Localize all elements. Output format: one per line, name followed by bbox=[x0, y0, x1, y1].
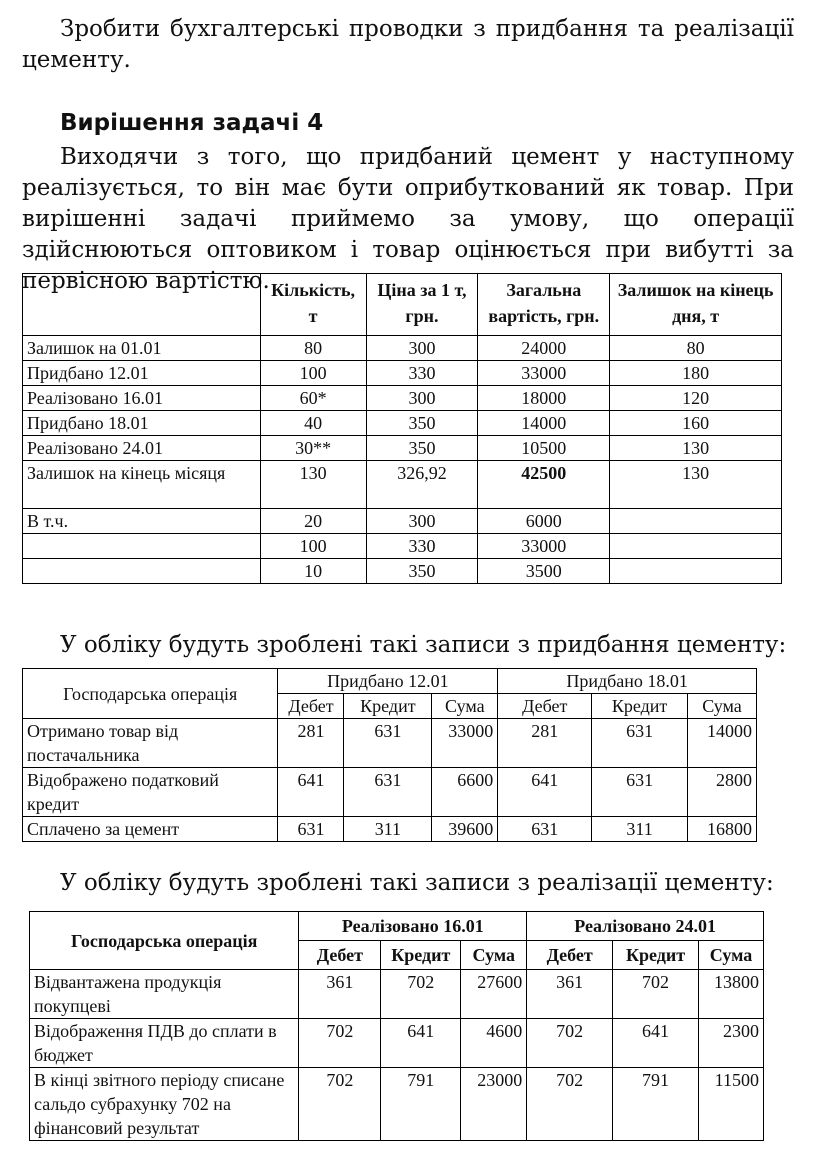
table-cell: 702 bbox=[299, 1019, 381, 1068]
table-cell bbox=[23, 534, 261, 559]
table-cell: 330 bbox=[366, 534, 478, 559]
table-cell: 300 bbox=[366, 386, 478, 411]
column-header: Сума bbox=[461, 941, 527, 970]
table-cell: 130 bbox=[610, 461, 782, 509]
table-header-row bbox=[23, 274, 782, 336]
table-cell: 631 bbox=[278, 817, 344, 842]
table-cell: Придбано 12.01 bbox=[23, 361, 261, 386]
table-cell: 6600 bbox=[432, 768, 498, 817]
column-header: Господарська операція bbox=[30, 912, 299, 970]
table-row bbox=[23, 719, 757, 768]
table-cell: 631 bbox=[344, 719, 432, 768]
table-cell: Сплачено за цемент bbox=[23, 817, 278, 842]
table-cell: 60* bbox=[260, 386, 366, 411]
solution-heading: Вирішення задачі 4 bbox=[60, 110, 324, 136]
column-header bbox=[23, 274, 261, 336]
table-cell: В т.ч. bbox=[23, 509, 261, 534]
table-cell bbox=[610, 559, 782, 584]
table-cell: 10 bbox=[260, 559, 366, 584]
table-row bbox=[23, 411, 782, 436]
column-header: Дебет bbox=[278, 694, 344, 719]
column-header: Сума bbox=[432, 694, 498, 719]
table-row bbox=[23, 336, 782, 361]
column-header: Кількість, т bbox=[260, 274, 366, 336]
table-row bbox=[30, 970, 764, 1019]
sales-entries-table bbox=[29, 911, 764, 1141]
table-cell bbox=[610, 509, 782, 534]
table-cell: 641 bbox=[498, 768, 592, 817]
table-cell: 30** bbox=[260, 436, 366, 461]
table-cell: 130 bbox=[610, 436, 782, 461]
table-cell: 40 bbox=[260, 411, 366, 436]
column-header: Сума bbox=[688, 694, 757, 719]
table-cell: 631 bbox=[498, 817, 592, 842]
table-cell: 702 bbox=[299, 1068, 381, 1141]
column-header: Дебет bbox=[527, 941, 613, 970]
table-row bbox=[23, 509, 782, 534]
table-cell: 330 bbox=[366, 361, 478, 386]
table-cell: Отримано товар від постачальника bbox=[23, 719, 278, 768]
column-header: Кредит bbox=[613, 941, 699, 970]
solution-paragraph: Виходячи з того, що придбаний цемент у наступному реалізується, то він має бути оприбуткований як товар. При вирішенні задачі приймемо за умову, що операції здійснюються оптовиком і товар оцінюється при вибутті за первісною вартістю. bbox=[22, 144, 794, 294]
table-cell: 350 bbox=[366, 436, 478, 461]
table-cell: 311 bbox=[344, 817, 432, 842]
table-cell: 702 bbox=[527, 1068, 613, 1141]
column-header: Загальна вартість, грн. bbox=[478, 274, 610, 336]
table-cell: 18000 bbox=[478, 386, 610, 411]
table-cell: 361 bbox=[527, 970, 613, 1019]
table-cell: 33000 bbox=[478, 534, 610, 559]
table-cell: 631 bbox=[592, 719, 688, 768]
purchase-entries-table bbox=[22, 668, 757, 842]
column-header: Ціна за 1 т, грн. bbox=[366, 274, 478, 336]
table-cell: 10500 bbox=[478, 436, 610, 461]
table-cell: 33000 bbox=[478, 361, 610, 386]
table-cell: 13800 bbox=[699, 970, 764, 1019]
table-row bbox=[23, 436, 782, 461]
table-cell: 80 bbox=[610, 336, 782, 361]
table-cell: Реалізовано 24.01 bbox=[23, 436, 261, 461]
table-cell: Залишок на 01.01 bbox=[23, 336, 261, 361]
table-row bbox=[30, 1068, 764, 1141]
table-cell: 791 bbox=[381, 1068, 461, 1141]
table-row bbox=[23, 461, 782, 509]
table-cell: 326,92 bbox=[366, 461, 478, 509]
table-cell: Відображення ПДВ до сплати в бюджет bbox=[30, 1019, 299, 1068]
table-cell: 300 bbox=[366, 336, 478, 361]
table-cell: Відвантажена продукція покупцеві bbox=[30, 970, 299, 1019]
table-cell: 641 bbox=[613, 1019, 699, 1068]
table-cell: 281 bbox=[278, 719, 344, 768]
table-row bbox=[23, 386, 782, 411]
table-cell: 311 bbox=[592, 817, 688, 842]
table-cell: 350 bbox=[366, 559, 478, 584]
column-header: Дебет bbox=[498, 694, 592, 719]
table-row bbox=[23, 534, 782, 559]
column-group-header: Реалізовано 16.01 bbox=[299, 912, 527, 941]
table-cell: 641 bbox=[278, 768, 344, 817]
table-row bbox=[23, 817, 757, 842]
table-cell: 100 bbox=[260, 361, 366, 386]
table-cell: 23000 bbox=[461, 1068, 527, 1141]
table-cell: 14000 bbox=[688, 719, 757, 768]
table-cell: 6000 bbox=[478, 509, 610, 534]
table-cell: 281 bbox=[498, 719, 592, 768]
table-cell: 3500 bbox=[478, 559, 610, 584]
column-header: Кредит bbox=[592, 694, 688, 719]
table-cell: 33000 bbox=[432, 719, 498, 768]
column-header: Дебет bbox=[299, 941, 381, 970]
column-header: Залишок на кінець дня, т bbox=[610, 274, 782, 336]
column-group-header: Реалізовано 24.01 bbox=[527, 912, 764, 941]
table-cell: 24000 bbox=[478, 336, 610, 361]
table-header-row bbox=[23, 669, 757, 694]
table-cell: 2800 bbox=[688, 768, 757, 817]
table-cell: 11500 bbox=[699, 1068, 764, 1141]
table-cell: 702 bbox=[613, 970, 699, 1019]
table-cell: Придбано 18.01 bbox=[23, 411, 261, 436]
cement-balance-table bbox=[22, 273, 782, 584]
table-cell: В кінці звітного періоду списане сальдо субрахунку 702 на фінансовий результат bbox=[30, 1068, 299, 1141]
table-row bbox=[23, 559, 782, 584]
table-cell: Залишок на кінець місяця bbox=[23, 461, 261, 509]
column-group-header: Придбано 12.01 bbox=[278, 669, 498, 694]
column-group-header: Придбано 18.01 bbox=[498, 669, 757, 694]
column-header: Господарська операція bbox=[23, 669, 278, 719]
table-cell: 631 bbox=[592, 768, 688, 817]
table-cell: 631 bbox=[344, 768, 432, 817]
table-cell: 39600 bbox=[432, 817, 498, 842]
table-cell: 350 bbox=[366, 411, 478, 436]
table-cell: 2300 bbox=[699, 1019, 764, 1068]
table-row bbox=[30, 1019, 764, 1068]
table-cell: 791 bbox=[613, 1068, 699, 1141]
table-cell: 100 bbox=[260, 534, 366, 559]
sales-caption: У обліку будуть зроблені такі записи з реалізації цементу: bbox=[60, 870, 774, 896]
table-cell: 300 bbox=[366, 509, 478, 534]
purchase-caption: У обліку будуть зроблені такі записи з придбання цементу: bbox=[60, 632, 787, 658]
table-cell: 4600 bbox=[461, 1019, 527, 1068]
table-cell: 130 bbox=[260, 461, 366, 509]
table-cell: 361 bbox=[299, 970, 381, 1019]
table-cell: 42500 bbox=[478, 461, 610, 509]
table-cell: Відображено податковий кредит bbox=[23, 768, 278, 817]
column-header: Кредит bbox=[344, 694, 432, 719]
table-cell: 27600 bbox=[461, 970, 527, 1019]
table-cell: 180 bbox=[610, 361, 782, 386]
table-cell: 702 bbox=[381, 970, 461, 1019]
table-cell: 702 bbox=[527, 1019, 613, 1068]
table-cell: Реалізовано 16.01 bbox=[23, 386, 261, 411]
table-cell: 641 bbox=[381, 1019, 461, 1068]
table-row bbox=[23, 768, 757, 817]
column-header: Кредит bbox=[381, 941, 461, 970]
table-cell: 160 bbox=[610, 411, 782, 436]
table-cell: 20 bbox=[260, 509, 366, 534]
table-cell bbox=[610, 534, 782, 559]
table-cell: 14000 bbox=[478, 411, 610, 436]
table-row bbox=[23, 361, 782, 386]
table-cell: 120 bbox=[610, 386, 782, 411]
column-header: Сума bbox=[699, 941, 764, 970]
table-cell bbox=[23, 559, 261, 584]
table-cell: 16800 bbox=[688, 817, 757, 842]
intro-paragraph: Зробити бухгалтерські проводки з придбання та реалізації цементу. bbox=[22, 16, 794, 73]
table-cell: 80 bbox=[260, 336, 366, 361]
table-header-row bbox=[30, 912, 764, 941]
